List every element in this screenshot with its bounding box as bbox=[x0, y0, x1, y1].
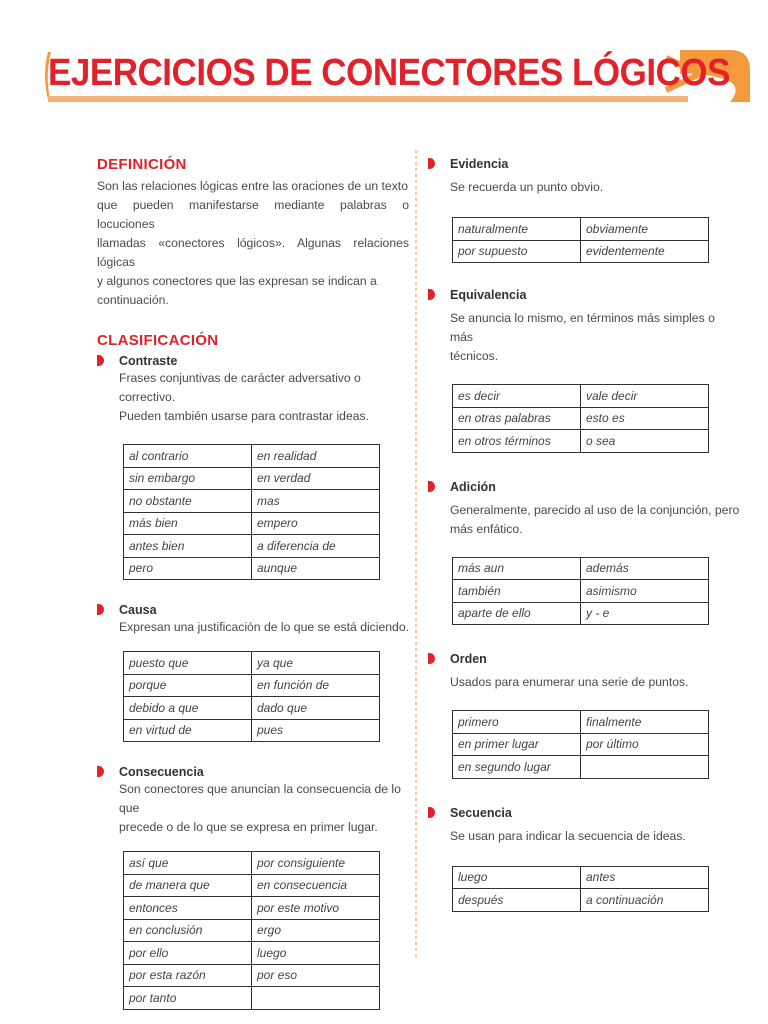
section-consecuencia bbox=[97, 764, 409, 1010]
desc-line: Usados para enumerar una serie de puntos. bbox=[450, 675, 689, 689]
adicion-desc bbox=[428, 501, 740, 539]
definicion-line: continuación. bbox=[97, 293, 169, 307]
table-row bbox=[453, 407, 709, 430]
contraste-table bbox=[123, 444, 380, 580]
table-cell: esto es bbox=[581, 407, 709, 430]
section-causa bbox=[97, 602, 409, 742]
table-row bbox=[453, 733, 709, 756]
evidencia-desc bbox=[428, 178, 740, 197]
equivalencia-desc bbox=[428, 309, 740, 366]
desc-line: Expresan una justificación de lo que se está diciendo. bbox=[119, 620, 409, 634]
table-cell: puesto que bbox=[124, 652, 252, 675]
table-cell: o sea bbox=[581, 430, 709, 453]
bullet-icon bbox=[428, 158, 435, 169]
table-cell: en conclusión bbox=[124, 919, 252, 942]
bullet-icon bbox=[97, 355, 104, 366]
table-row bbox=[453, 430, 709, 453]
evidencia-label: Evidencia bbox=[450, 157, 509, 171]
table-cell: por ello bbox=[124, 942, 252, 965]
causa-heading bbox=[97, 602, 409, 618]
table-cell: de manera que bbox=[124, 874, 252, 897]
table-cell: dado que bbox=[252, 697, 380, 720]
orden-heading bbox=[428, 651, 740, 667]
causa-table bbox=[123, 651, 380, 742]
table-cell: entonces bbox=[124, 897, 252, 920]
desc-line: Se usan para indicar la secuencia de ideas. bbox=[450, 828, 686, 843]
table-cell: por tanto bbox=[124, 987, 252, 1010]
table-cell: en realidad bbox=[252, 445, 380, 468]
secuencia-heading bbox=[428, 805, 740, 821]
adicion-table bbox=[452, 557, 709, 626]
table-cell bbox=[581, 756, 709, 779]
orden-label: Orden bbox=[450, 652, 487, 666]
table-cell bbox=[252, 987, 380, 1010]
bullet-icon bbox=[428, 289, 435, 300]
table-cell: aparte de ello bbox=[453, 602, 581, 625]
table-row bbox=[453, 580, 709, 603]
bullet-icon bbox=[428, 807, 435, 818]
table-cell: aunque bbox=[252, 557, 380, 580]
table-cell: finalmente bbox=[581, 711, 709, 734]
adicion-heading bbox=[428, 479, 740, 495]
column-divider bbox=[415, 150, 417, 960]
table-cell: pues bbox=[252, 719, 380, 742]
section-contraste bbox=[97, 353, 409, 580]
table-cell: además bbox=[581, 557, 709, 580]
table-row bbox=[124, 874, 380, 897]
table-row bbox=[124, 964, 380, 987]
table-row bbox=[453, 889, 709, 912]
table-row bbox=[124, 445, 380, 468]
desc-line: Generalmente, parecido al uso de la conjunción, pero bbox=[450, 502, 740, 517]
table-cell: en virtud de bbox=[124, 719, 252, 742]
consecuencia-desc bbox=[97, 780, 409, 837]
table-cell: en función de bbox=[252, 674, 380, 697]
table-cell: primero bbox=[453, 711, 581, 734]
table-cell: en verdad bbox=[252, 467, 380, 490]
table-row bbox=[124, 719, 380, 742]
equivalencia-table bbox=[452, 384, 709, 453]
contraste-label: Contraste bbox=[119, 354, 178, 368]
desc-line: Son conectores que anuncian la consecuencia de lo que bbox=[119, 782, 401, 815]
table-cell: antes bien bbox=[124, 535, 252, 558]
left-column bbox=[97, 156, 409, 1010]
table-cell: por esta razón bbox=[124, 964, 252, 987]
section-evidencia bbox=[428, 156, 740, 263]
table-cell: luego bbox=[453, 866, 581, 889]
secuencia-desc bbox=[428, 827, 740, 846]
table-row bbox=[124, 490, 380, 513]
section-orden bbox=[428, 651, 740, 779]
table-row bbox=[124, 467, 380, 490]
evidencia-heading bbox=[428, 156, 740, 172]
table-row bbox=[453, 711, 709, 734]
consecuencia-table bbox=[123, 851, 380, 1010]
table-row bbox=[453, 218, 709, 241]
orden-table bbox=[452, 710, 709, 779]
table-cell: en otros términos bbox=[453, 430, 581, 453]
table-row bbox=[124, 897, 380, 920]
table-row bbox=[453, 385, 709, 408]
table-row bbox=[453, 866, 709, 889]
desc-line: Pueden también usarse para contrastar ideas. bbox=[119, 409, 369, 423]
secuencia-table bbox=[452, 866, 709, 912]
table-cell: sin embargo bbox=[124, 467, 252, 490]
definicion-line: llamadas «conectores lógicos». Algunas relaciones lógicas bbox=[97, 236, 409, 269]
table-row bbox=[124, 652, 380, 675]
secuencia-label: Secuencia bbox=[450, 805, 512, 820]
table-cell: a continuación bbox=[581, 889, 709, 912]
table-cell: obviamente bbox=[581, 218, 709, 241]
definicion-line: y algunos conectores que las expresan se indican a bbox=[97, 274, 377, 288]
table-cell: después bbox=[453, 889, 581, 912]
desc-line: Se anuncia lo mismo, en términos más simples o más bbox=[450, 311, 715, 344]
table-row bbox=[124, 852, 380, 875]
table-cell: en segundo lugar bbox=[453, 756, 581, 779]
bullet-icon bbox=[97, 766, 104, 777]
table-cell: en primer lugar bbox=[453, 733, 581, 756]
desc-line: Se recuerda un punto obvio. bbox=[450, 180, 604, 194]
causa-desc bbox=[97, 618, 409, 637]
definicion-title: DEFINICIÓN bbox=[97, 156, 187, 173]
table-cell: evidentemente bbox=[581, 240, 709, 263]
table-cell: mas bbox=[252, 490, 380, 513]
section-secuencia bbox=[428, 805, 740, 912]
table-cell: antes bbox=[581, 866, 709, 889]
bullet-icon bbox=[97, 604, 104, 615]
table-cell: asimismo bbox=[581, 580, 709, 603]
table-cell: en otras palabras bbox=[453, 407, 581, 430]
table-cell: ergo bbox=[252, 919, 380, 942]
table-row bbox=[453, 557, 709, 580]
table-cell: empero bbox=[252, 512, 380, 535]
table-row bbox=[453, 602, 709, 625]
definicion-line: que pueden manifestarse mediante palabras o locuciones bbox=[97, 198, 409, 231]
table-cell: por consiguiente bbox=[252, 852, 380, 875]
table-cell: más aun bbox=[453, 557, 581, 580]
bullet-icon bbox=[428, 653, 435, 664]
section-adicion bbox=[428, 479, 740, 626]
desc-line: precede o de lo que se expresa en primer lugar. bbox=[119, 820, 378, 834]
desc-line: más enfático. bbox=[450, 521, 523, 536]
definicion-line: Son las relaciones lógicas entre las oraciones de un texto bbox=[97, 179, 408, 193]
clasificacion-title: CLASIFICACIÓN bbox=[97, 332, 219, 349]
table-cell: no obstante bbox=[124, 490, 252, 513]
desc-line: técnicos. bbox=[450, 349, 499, 363]
table-cell: pero bbox=[124, 557, 252, 580]
orden-desc bbox=[428, 673, 740, 692]
table-cell: por último bbox=[581, 733, 709, 756]
table-row bbox=[124, 535, 380, 558]
table-row bbox=[124, 697, 380, 720]
table-row bbox=[124, 557, 380, 580]
table-cell: también bbox=[453, 580, 581, 603]
table-cell: y - e bbox=[581, 602, 709, 625]
right-column bbox=[428, 156, 740, 912]
consecuencia-heading bbox=[97, 764, 409, 780]
equivalencia-heading bbox=[428, 287, 740, 303]
equivalencia-label: Equivalencia bbox=[450, 288, 527, 302]
desc-line: Frases conjuntivas de carácter adversativo o correctivo. bbox=[119, 371, 361, 404]
contraste-desc bbox=[97, 369, 409, 426]
table-row bbox=[124, 674, 380, 697]
table-row bbox=[124, 987, 380, 1010]
table-cell: al contrario bbox=[124, 445, 252, 468]
evidencia-table bbox=[452, 217, 709, 263]
table-row bbox=[453, 756, 709, 779]
table-cell: más bien bbox=[124, 512, 252, 535]
table-row bbox=[124, 942, 380, 965]
causa-label: Causa bbox=[119, 603, 157, 617]
table-cell: a diferencia de bbox=[252, 535, 380, 558]
table-cell: es decir bbox=[453, 385, 581, 408]
bullet-icon bbox=[428, 481, 435, 492]
table-cell: por supuesto bbox=[453, 240, 581, 263]
table-row bbox=[124, 919, 380, 942]
table-cell: luego bbox=[252, 942, 380, 965]
consecuencia-label: Consecuencia bbox=[119, 765, 204, 779]
table-cell: por este motivo bbox=[252, 897, 380, 920]
adicion-label: Adición bbox=[450, 479, 496, 494]
table-row bbox=[124, 512, 380, 535]
section-equivalencia bbox=[428, 287, 740, 453]
table-row bbox=[453, 240, 709, 263]
contraste-heading bbox=[97, 353, 409, 369]
table-cell: así que bbox=[124, 852, 252, 875]
page-title: EJERCICIOS DE CONECTORES LÓGICOS bbox=[48, 52, 731, 94]
table-cell: ya que bbox=[252, 652, 380, 675]
table-cell: por eso bbox=[252, 964, 380, 987]
table-cell: en consecuencia bbox=[252, 874, 380, 897]
table-cell: porque bbox=[124, 674, 252, 697]
table-cell: naturalmente bbox=[453, 218, 581, 241]
table-cell: vale decir bbox=[581, 385, 709, 408]
definicion-text bbox=[97, 177, 409, 310]
table-cell: debido a que bbox=[124, 697, 252, 720]
